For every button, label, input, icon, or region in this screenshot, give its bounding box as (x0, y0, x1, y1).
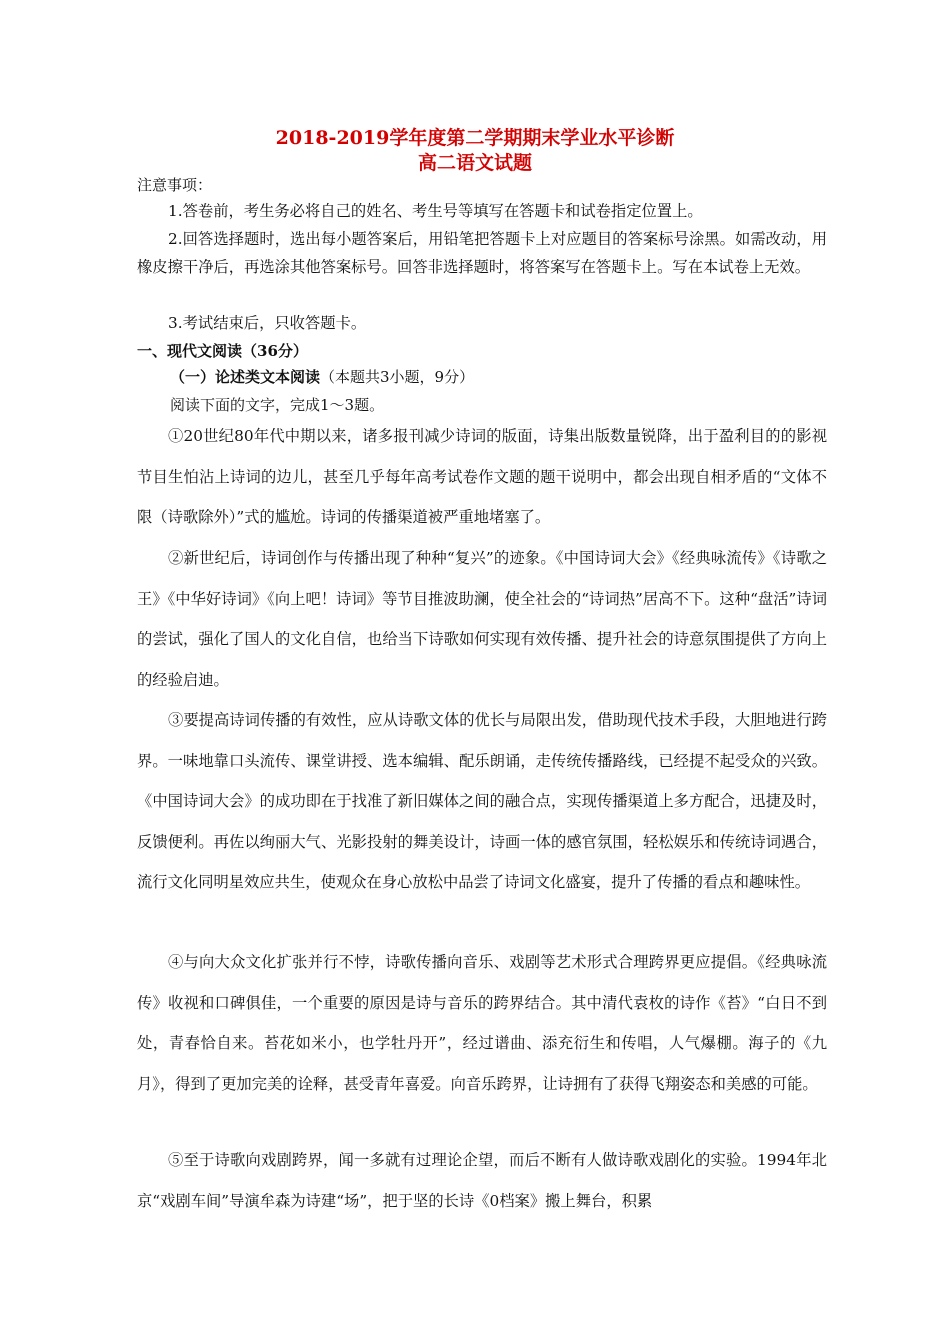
exam-title-line1: 2018-2019学年度第二学期期末学业水平诊断 (275, 127, 675, 149)
section-heading: 一、现代文阅读（36分） (137, 342, 308, 360)
passage-paragraph: ③要提高诗词传播的有效性，应从诗歌文体的优长与局限出发，借助现代技术手段，大胆地进行跨界。一味地靠口头流传、课堂讲授、选本编辑、配乐朗诵，走传统传播路线，已经提不起受众的兴致。《中国诗词大会》的成功即在于找准了新旧媒体之间的融合点，实现传播渠道上多方配合，迅捷及时，反馈便利。再佐以绚丽大气、光影投射的舞美设计，诗画一体的感官氛围，轻松娱乐和传统诗词遇合，流行文化同明星效应共生，使观众在身心放松中品尝了诗词文化盛宴，提升了传播的看点和趣味性。 (137, 711, 827, 891)
notice-item-3: 3.考试结束后，只收答题卡。 (168, 314, 367, 332)
subsection-title: （一）论述类文本阅读 (170, 368, 321, 386)
subsection-note: （本题共3小题，9分） (320, 368, 475, 386)
passage-paragraph: ④与向大众文化扩张并行不悖，诗歌传播向音乐、戏剧等艺术形式合理跨界更应提倡。《经典咏流传》收视和口碑俱佳，一个重要的原因是诗与音乐的跨界结合。其中清代袁枚的诗作《苔》“白日不到处，青春恰自来。苔花如米小，也学牡丹开”，经过谱曲、添充衍生和传唱，人气爆棚。海子的《九月》，得到了更加完美的诠释，甚受青年喜爱。向音乐跨界，让诗拥有了获得飞翔姿态和美感的可能。 (137, 953, 827, 1093)
exam-title-line2: 高二语文试题 (417, 152, 532, 174)
passage-paragraph: ②新世纪后，诗词创作与传播出现了种种“复兴”的迹象。《中国诗词大会》《经典咏流传》《诗歌之王》《中华好诗词》《向上吧！诗词》等节目推波助澜，使全社会的“诗词热”居高不下。这种“盘活”诗词的尝试，强化了国人的文化自信，也给当下诗歌如何实现有效传播、提升社会的诗意氛围提供了方向上的经验启迪。 (137, 549, 827, 689)
subsection-heading (170, 367, 827, 387)
reading-instruction: 阅读下面的文字，完成1～3题。 (170, 396, 385, 414)
passage-paragraph: ①20世纪80年代中期以来，诸多报刊减少诗词的版面，诗集出版数量锐降，出于盈利目的的影视节目生怕沾上诗词的边儿，甚至几乎每年高考试卷作文题的题干说明中，都会出现自相矛盾的“文体不限（诗歌除外）”式的尴尬。诗词的传播渠道被严重地堵塞了。 (137, 427, 827, 526)
notice-item-1: 1.答卷前，考生务必将自己的姓名、考生号等填写在答题卡和试卷指定位置上。 (168, 202, 703, 220)
passage-paragraph: ⑤至于诗歌向戏剧跨界，闻一多就有过理论企望，而后不断有人做诗歌戏剧化的实验。1994年北京“戏剧车间”导演牟森为诗建“场”，把于坚的长诗《0档案》搬上舞台，积累 (137, 1151, 827, 1210)
notice-heading: 注意事项： (137, 176, 213, 194)
notice-item-2: 2.回答选择题时，选出每小题答案后，用铅笔把答题卡上对应题目的答案标号涂黑。如需改动，用橡皮擦干净后，再选涂其他答案标号。回答非选择题时，将答案写在答题卡上。写在本试卷上无效。 (137, 230, 827, 276)
